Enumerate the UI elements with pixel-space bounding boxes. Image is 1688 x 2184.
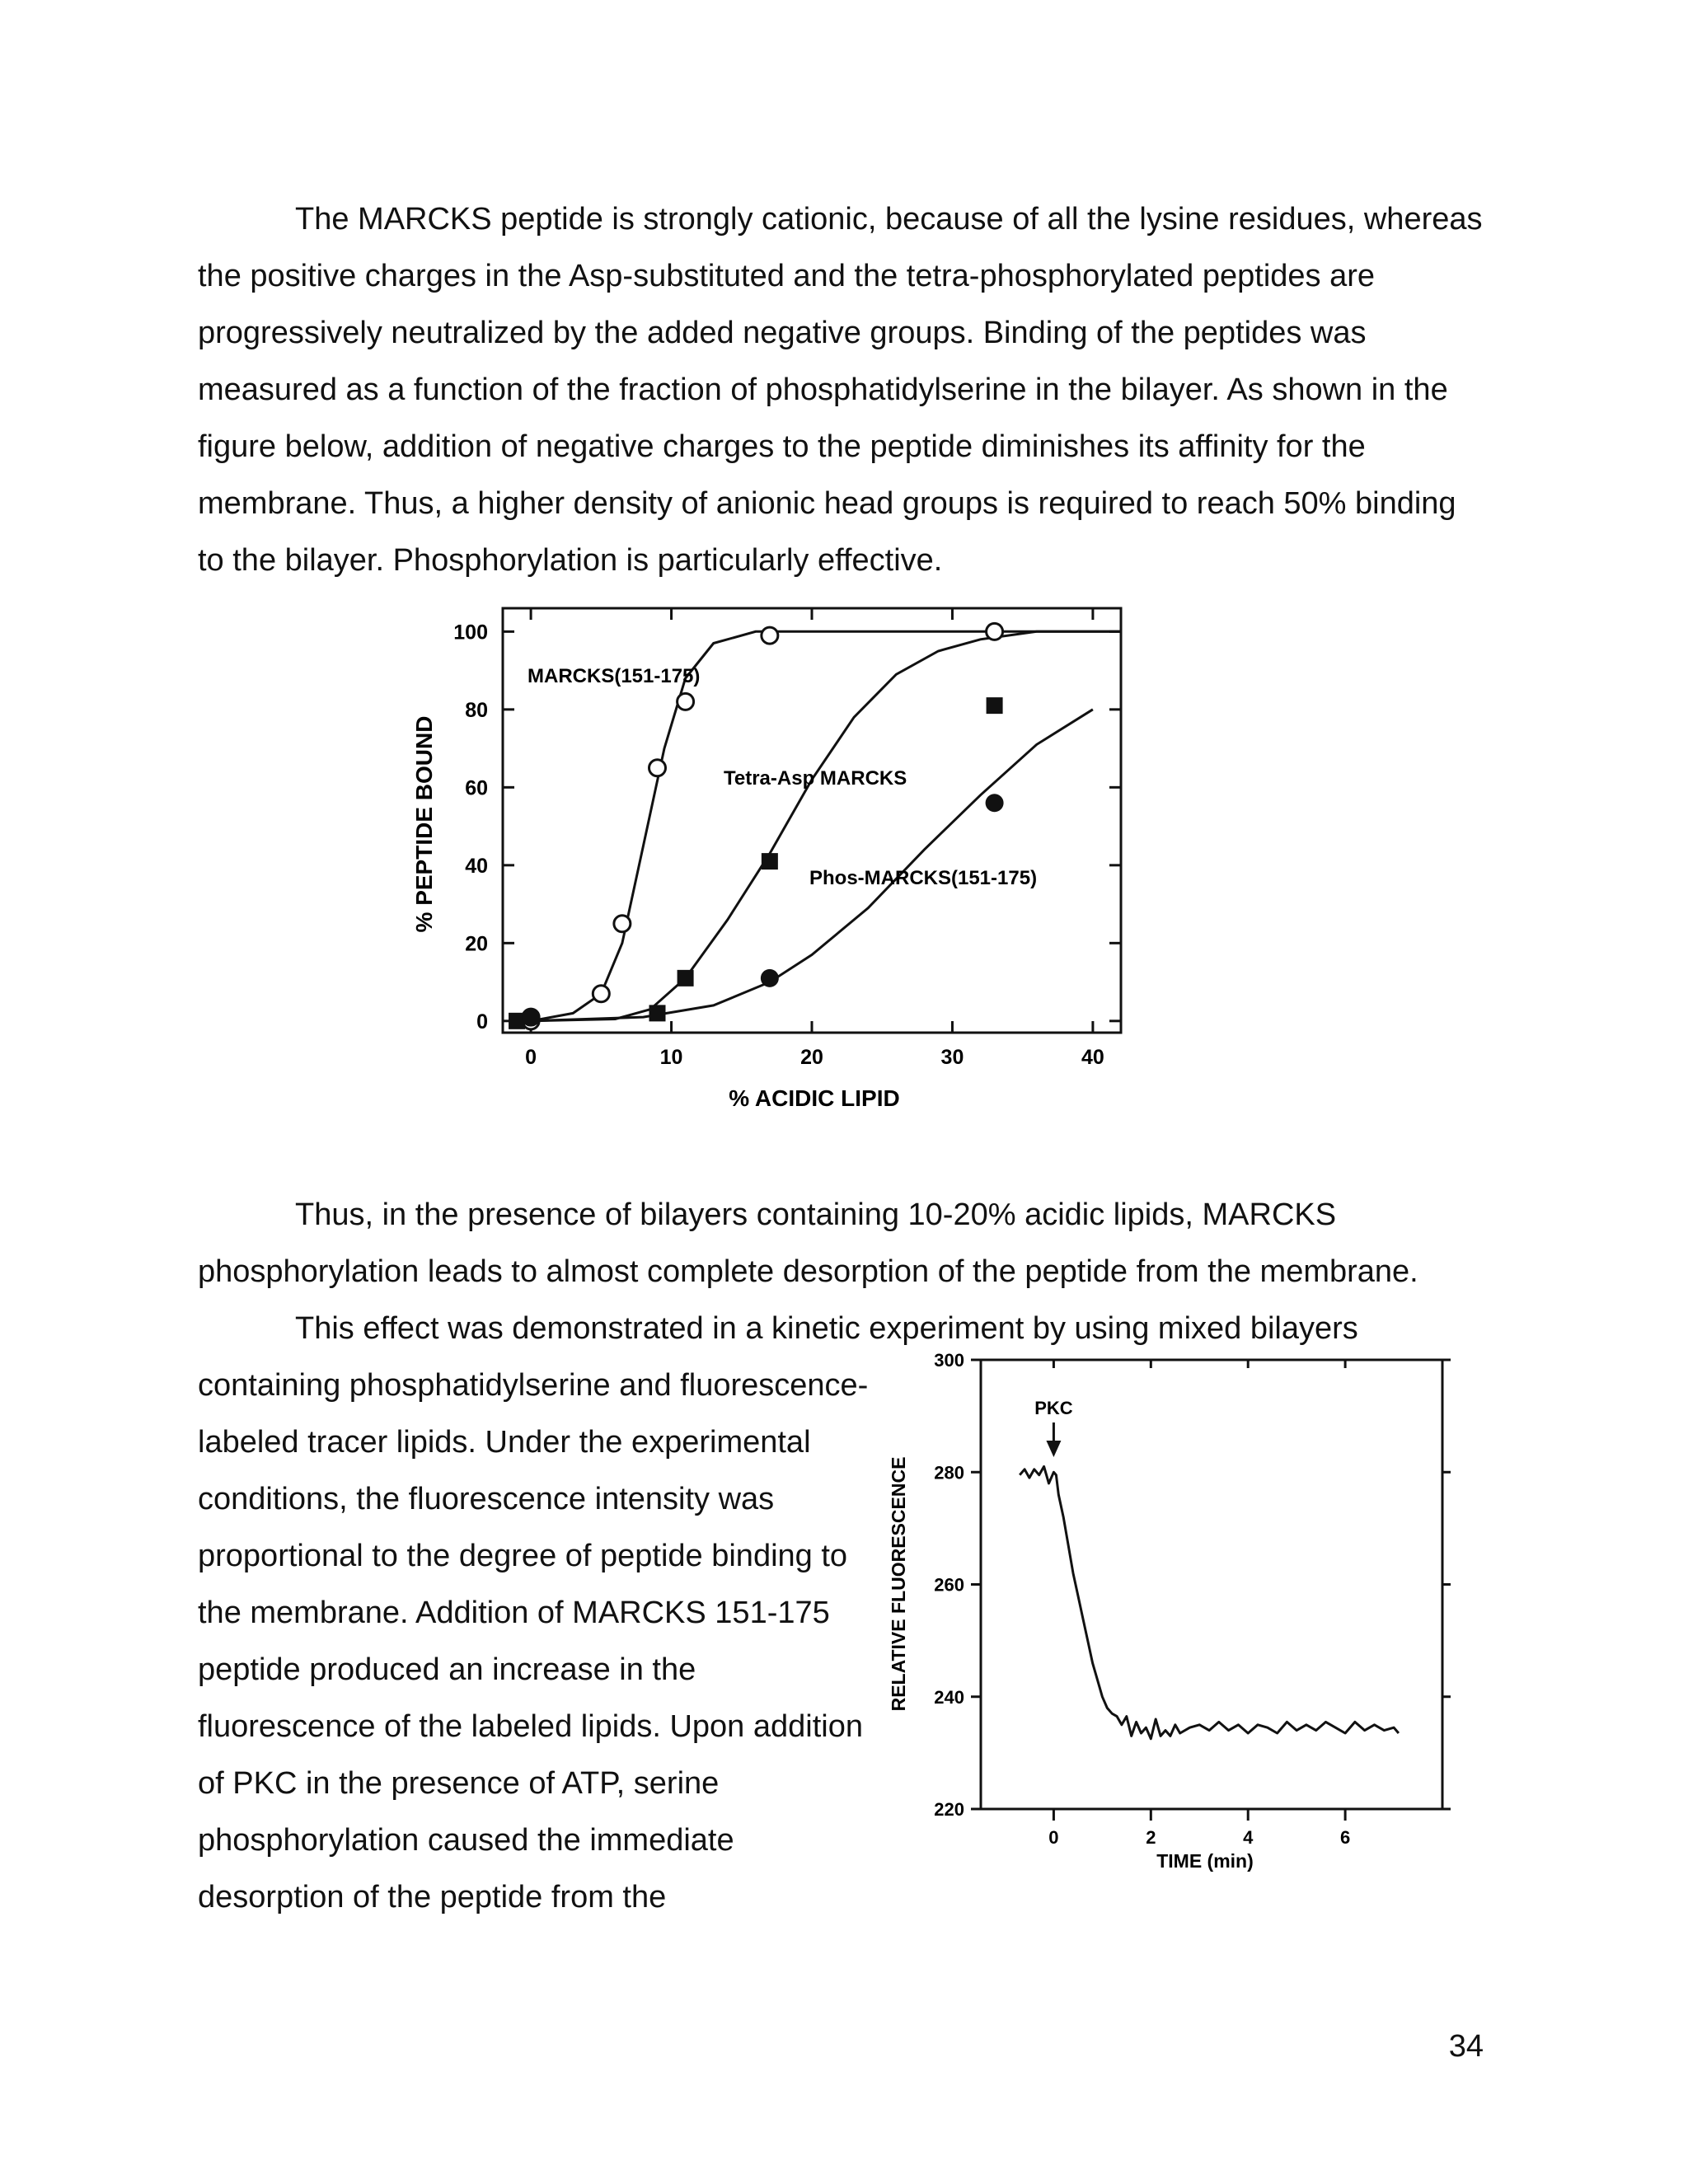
y-axis-label: RELATIVE FLUORESCENCE — [888, 1456, 909, 1712]
point-filled-circle — [522, 1008, 540, 1026]
series-label-marcks: MARCKS(151-175) — [528, 665, 701, 687]
y-axis-label: % PEPTIDE BOUND — [411, 715, 437, 933]
paragraph-intro: The MARCKS peptide is strongly cationic, because of all the lysine residues, whereas the positive charges in the Asp-substituted and the tetra-phosphorylated peptides are progressively neutralized by the added negative groups. Binding of the peptides was measured as a function of the fraction of phosphatidylserine in the bilayer. As shown in the figure below, addition of negative charges to the peptide diminishes its affinity for the membrane. Thus, a higher density of anionic head groups is required to reach 50% binding to the bilayer. Phosphorylation is particularly effective. — [198, 202, 1483, 578]
x-tick-label: 4 — [1243, 1827, 1254, 1848]
y-tick-label: 60 — [465, 776, 488, 800]
series-curve-1 — [531, 631, 1121, 1021]
paragraph-desorption: Thus, in the presence of bilayers containing 10-20% acidic lipids, MARCKS phosphorylation leads to almost complete desorption of the peptide from the membrane. — [198, 1197, 1418, 1289]
plot-frame — [981, 1360, 1442, 1809]
point-open-circle — [987, 623, 1003, 640]
paragraph-kinetic-lead: This effect was demonstrated in a kinetic experiment by using mixed bilayers — [295, 1311, 1358, 1346]
x-tick-label: 10 — [659, 1046, 683, 1069]
x-axis-label: % ACIDIC LIPID — [729, 1085, 900, 1111]
binding-chart — [387, 593, 1154, 1137]
x-tick-label: 6 — [1339, 1827, 1351, 1848]
pkc-arrow-head — [1046, 1441, 1061, 1457]
page-number: 34 — [1448, 2029, 1484, 2064]
y-tick-label: 280 — [934, 1462, 964, 1483]
figure-binding-curves — [387, 593, 1154, 1137]
y-tick-label: 80 — [465, 698, 488, 722]
point-open-circle — [762, 627, 778, 644]
y-tick-label: 20 — [465, 932, 488, 956]
x-tick-label: 30 — [940, 1046, 964, 1069]
x-axis-label: TIME (min) — [1156, 1850, 1254, 1872]
y-tick-label: 0 — [476, 1010, 488, 1033]
series-curve-0 — [531, 631, 1121, 1021]
x-tick-label: 20 — [800, 1046, 823, 1069]
paragraph-kinetic-body: containing phosphatidylserine and fluorescence-labeled tracer lipids. Under the experimental conditions, the fluorescence intensity was proportional to the degree of peptide binding to the membrane. Addition of MARCKS 151-175 peptide produced an increase in the fluorescence of the labeled lipids. Upon addition of PKC in the presence of ATP, serine phosphorylation caused the immediate desorption of the peptide from the — [198, 1368, 869, 1915]
y-tick-label: 220 — [934, 1799, 964, 1820]
point-filled-square — [649, 1005, 666, 1021]
point-filled-circle — [986, 794, 1004, 812]
series-label-tetra-asp: Tetra-Asp MARCKS — [724, 767, 907, 790]
point-open-circle — [649, 760, 666, 776]
point-filled-circle — [761, 969, 779, 987]
figure-fluorescence-kinetics — [882, 1352, 1475, 1896]
point-open-circle — [614, 916, 631, 932]
y-tick-label: 100 — [453, 621, 488, 644]
x-tick-label: 0 — [1048, 1827, 1059, 1848]
y-tick-label: 40 — [465, 854, 488, 878]
fluorescence-trace — [1020, 1466, 1399, 1738]
point-filled-square — [678, 970, 694, 987]
pkc-annotation: PKC — [1034, 1398, 1073, 1418]
point-open-circle — [593, 986, 609, 1002]
y-tick-label: 240 — [934, 1686, 964, 1708]
point-filled-square — [762, 853, 778, 869]
x-tick-label: 40 — [1081, 1046, 1104, 1069]
point-open-circle — [678, 693, 694, 710]
y-tick-label: 260 — [934, 1574, 964, 1596]
fluorescence-chart — [882, 1352, 1475, 1896]
series-label-phos-marcks: Phos-MARCKS(151-175) — [809, 867, 1038, 889]
x-tick-label: 2 — [1146, 1827, 1156, 1848]
point-filled-square — [987, 697, 1003, 714]
x-tick-label: 0 — [525, 1046, 537, 1069]
series-curve-2 — [531, 710, 1093, 1021]
y-tick-label: 300 — [934, 1352, 964, 1371]
